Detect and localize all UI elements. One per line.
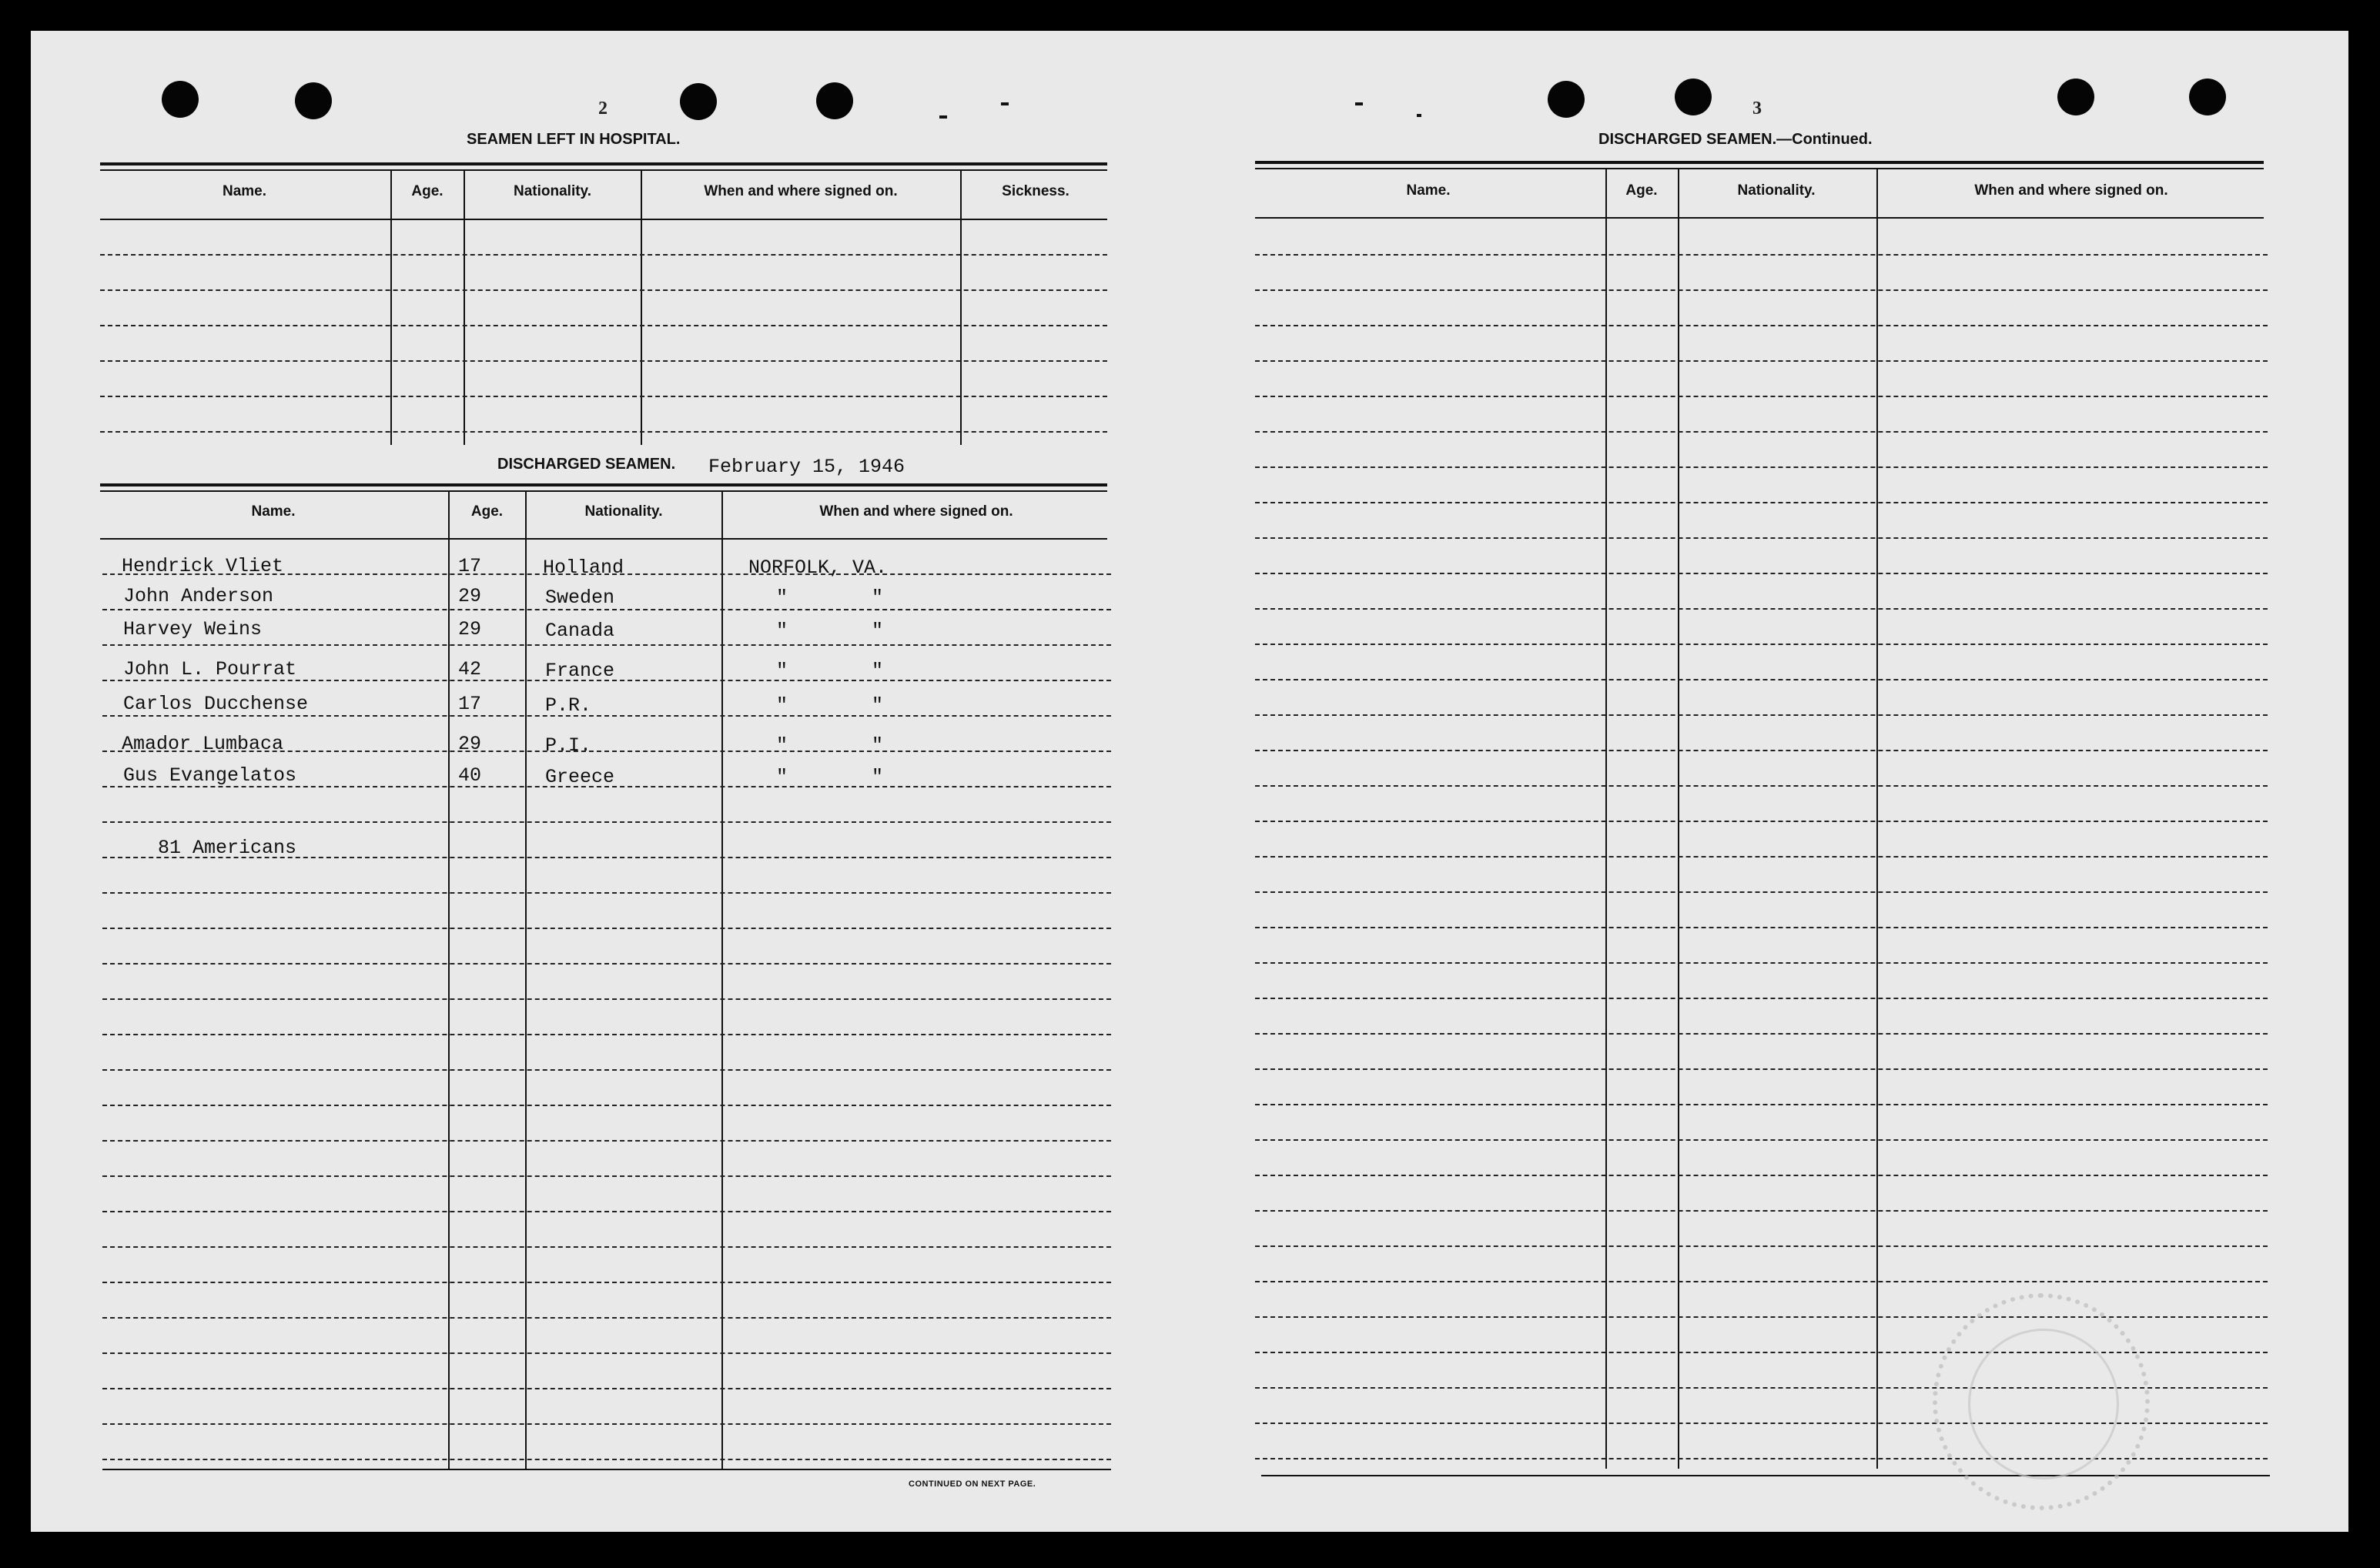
discharged-col-name: Name.: [251, 503, 296, 520]
right-col-divider: [1876, 168, 1878, 1469]
seaman-signed-on: ": [776, 734, 788, 757]
seaman-signed-on-ditto: ": [872, 734, 884, 757]
right-col-signed-on: When and where signed on.: [1974, 182, 2168, 199]
seaman-name: Hendrick Vliet: [122, 555, 284, 577]
seaman-signed-on-ditto: ": [872, 620, 884, 642]
binder-hole: [2057, 79, 2094, 115]
seaman-age: 40: [458, 764, 482, 787]
seaman-age: 29: [458, 585, 482, 607]
ruled-line: [102, 715, 1111, 717]
ruled-line: [102, 1423, 1111, 1425]
ruled-line: [1255, 573, 2268, 574]
ruled-line: [1255, 1068, 2268, 1070]
seaman-age: 42: [458, 658, 482, 680]
ruled-line: [1255, 714, 2268, 716]
ruled-line: [1255, 325, 2268, 326]
ruled-line: [1255, 679, 2268, 680]
binder-hole: [816, 82, 853, 119]
ink-speck: [939, 115, 947, 119]
ruled-line: [1255, 1316, 2268, 1318]
ruled-line: [1255, 927, 2268, 928]
ruled-line: [100, 360, 1107, 362]
seaman-name: Harvey Weins: [123, 618, 263, 640]
right-top-rule: [1255, 161, 2264, 164]
ruled-line: [1255, 360, 2268, 362]
seaman-signed-on-ditto: ": [872, 766, 884, 788]
seaman-signed-on: ": [776, 766, 788, 788]
hospital-col-name: Name.: [222, 183, 267, 199]
ruled-line: [1255, 289, 2268, 291]
binder-hole: [295, 82, 332, 119]
ruled-line: [102, 609, 1111, 610]
seaman-nationality: Greece: [545, 766, 615, 788]
seaman-age: 29: [458, 618, 482, 640]
seaman-nationality: Sweden: [545, 587, 615, 609]
discharged-top-rule: [100, 483, 1107, 486]
ruled-line: [1255, 1281, 2268, 1282]
ruled-line: [1255, 396, 2268, 397]
hospital-col-age: Age.: [411, 183, 444, 199]
ruled-line: [1255, 254, 2268, 256]
hospital-col-divider: [641, 169, 642, 445]
ruled-line: [1255, 962, 2268, 964]
discharged-col-divider: [721, 490, 723, 1470]
hospital-header-rule: [100, 219, 1107, 220]
seaman-name: Gus Evangelatos: [123, 764, 297, 787]
hospital-col-divider: [390, 169, 392, 445]
americans-note: 81 Americans: [158, 837, 297, 859]
ink-speck: [1417, 114, 1421, 117]
seaman-signed-on: ": [776, 660, 788, 682]
seaman-nationality: P.R.: [545, 694, 592, 717]
hospital-col-nationality: Nationality.: [514, 183, 591, 199]
ruled-line: [102, 1459, 1111, 1460]
ruled-line: [1255, 1245, 2268, 1247]
seaman-name: John L. Pourrat: [123, 658, 297, 680]
ruled-line: [1255, 891, 2268, 893]
right-col-nationality: Nationality.: [1737, 182, 1816, 199]
ruled-line: [102, 1175, 1111, 1177]
ruled-line: [1255, 1033, 2268, 1035]
ruled-line: [1255, 750, 2268, 751]
right-title-main: DISCHARGED SEAMEN.: [1598, 131, 1777, 148]
seaman-nationality: Holland: [543, 557, 624, 579]
discharged-col-divider: [525, 490, 527, 1470]
right-col-age: Age.: [1625, 182, 1658, 199]
faded-stamp: [1933, 1293, 2150, 1510]
seaman-name: Carlos Ducchense: [123, 693, 309, 715]
seaman-age: 17: [458, 693, 482, 715]
binder-hole: [680, 83, 717, 120]
ruled-line: [100, 325, 1107, 326]
continued-footer: CONTINUED ON NEXT PAGE.: [909, 1479, 1036, 1489]
seaman-signed-on: ": [776, 587, 788, 609]
hospital-section-title: SEAMEN LEFT IN HOSPITAL.: [467, 131, 681, 148]
page-number-right: 3: [1752, 99, 1762, 119]
ruled-line: [102, 821, 1111, 823]
seaman-signed-on-ditto: ": [872, 694, 884, 717]
right-title-suffix: —Continued.: [1776, 131, 1873, 148]
binder-hole: [1548, 81, 1585, 118]
faded-stamp-inner-ring: [1968, 1329, 2119, 1479]
hospital-col-sickness: Sickness.: [1002, 183, 1069, 199]
ruled-line: [1255, 1210, 2268, 1212]
ruled-line: [102, 1388, 1111, 1389]
ruled-line: [1255, 821, 2268, 822]
ruled-line: [1255, 1175, 2268, 1176]
ruled-line: [1255, 431, 2268, 433]
right-header-rule: [1255, 217, 2264, 219]
ruled-line: [102, 892, 1111, 894]
ruled-line: [1255, 998, 2268, 999]
ruled-line: [1255, 537, 2268, 539]
ruled-line: [102, 1282, 1111, 1283]
hospital-col-signed-on: When and where signed on.: [704, 183, 898, 199]
right-col-divider: [1678, 168, 1679, 1469]
ruled-line: [1255, 1104, 2268, 1105]
ruled-line: [100, 289, 1107, 291]
ink-speck: [1001, 102, 1009, 105]
seaman-nationality: Canada: [545, 620, 615, 642]
discharged-col-signed-on: When and where signed on.: [819, 503, 1013, 520]
ruled-line: [102, 1105, 1111, 1106]
ruled-line: [102, 1140, 1111, 1142]
discharged-top-rule-thin: [100, 490, 1107, 492]
discharge-date: February 15, 1946: [708, 456, 905, 478]
ink-speck: [1355, 102, 1363, 105]
ruled-line: [100, 431, 1107, 433]
right-top-rule-thin: [1255, 168, 2264, 169]
seaman-age: 29: [458, 733, 482, 755]
ruled-line: [102, 998, 1111, 1000]
right-col-divider: [1605, 168, 1607, 1469]
ruled-line: [102, 1211, 1111, 1212]
ruled-line: [1255, 1139, 2268, 1141]
ruled-line: [1255, 785, 2268, 787]
ruled-line: [102, 1352, 1111, 1354]
right-section-title: [1598, 131, 1873, 149]
discharged-col-nationality: Nationality.: [584, 503, 663, 520]
binder-hole: [1675, 79, 1712, 115]
ruled-line: [1255, 466, 2268, 468]
seaman-signed-on-ditto: ": [872, 660, 884, 682]
page-number-left: 2: [598, 99, 608, 119]
ruled-line: [1255, 644, 2268, 645]
document-sheet: [31, 31, 2348, 1532]
ruled-line: [102, 1317, 1111, 1319]
seaman-signed-on: NORFOLK, VA.: [748, 557, 888, 579]
discharged-col-divider: [448, 490, 450, 1470]
seaman-name: Amador Lumbaca: [122, 733, 284, 755]
right-col-name: Name.: [1406, 182, 1451, 199]
seaman-name: John Anderson: [123, 585, 274, 607]
ruled-line: [100, 396, 1107, 397]
hospital-top-rule-thin: [100, 169, 1107, 171]
ruled-line: [102, 1034, 1111, 1035]
discharged-col-age: Age.: [470, 503, 504, 520]
binder-hole: [2189, 79, 2226, 115]
seaman-age: 17: [458, 555, 482, 577]
ruled-line: [102, 1246, 1111, 1248]
ruled-line: [1255, 502, 2268, 503]
seaman-nationality: France: [545, 660, 615, 682]
ruled-line: [102, 928, 1111, 929]
binder-hole: [162, 81, 199, 118]
hospital-col-divider: [960, 169, 962, 445]
discharged-header-rule: [100, 538, 1107, 540]
discharged-section-title: DISCHARGED SEAMEN.: [497, 456, 676, 473]
seaman-signed-on: ": [776, 694, 788, 717]
seaman-nationality: P.I.: [545, 734, 592, 757]
ruled-line: [1255, 608, 2268, 610]
ruled-line: [102, 1069, 1111, 1071]
ruled-line: [100, 254, 1107, 256]
hospital-top-rule: [100, 162, 1107, 165]
hospital-col-divider: [464, 169, 465, 445]
ruled-line: [1255, 856, 2268, 858]
left-bottom-rule: [102, 1469, 1111, 1470]
ruled-line: [102, 644, 1111, 646]
seaman-signed-on-ditto: ": [872, 587, 884, 609]
seaman-signed-on: ": [776, 620, 788, 642]
ruled-line: [102, 963, 1111, 965]
